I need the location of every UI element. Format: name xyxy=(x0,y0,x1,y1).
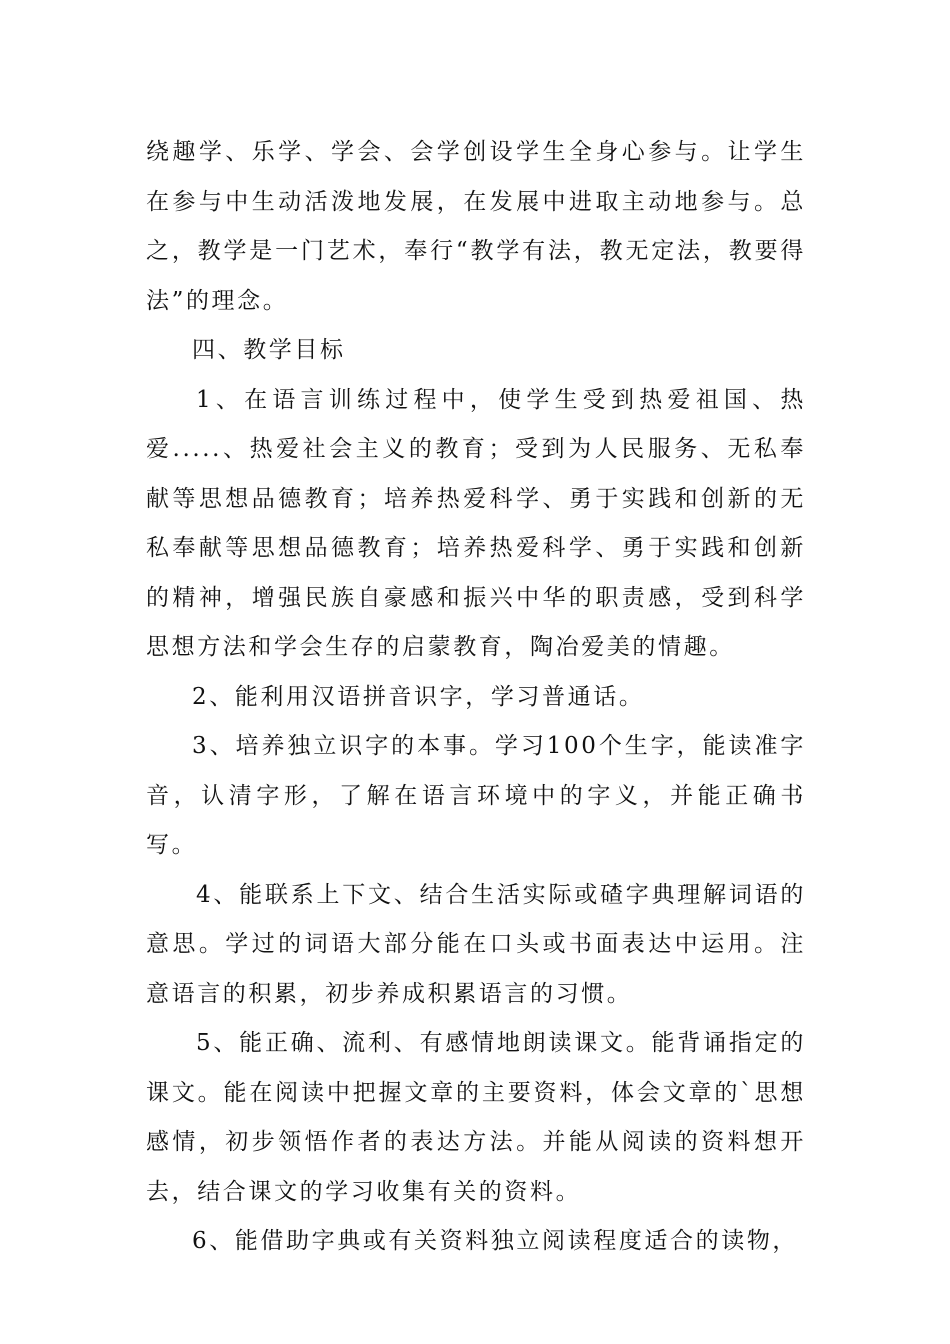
document-body xyxy=(146,128,806,1267)
paragraph-intro-continuation: 绕趣学、乐学、学会、会学创设学生全身心参与。让学生在参与中生动活泼地发展，在发展中进取主动地参与。总之，教学是一门艺术，奉行“教学有法，教无定法，教要得法”的理念。 xyxy=(146,139,806,314)
section-heading-teaching-goals: 四、教学目标 xyxy=(192,337,346,363)
goal-item-3: 3、培养独立识字的本事。学习100个生字，能读准字音，认清字形，了解在语言环境中的字义，并能正确书写。 xyxy=(146,733,806,858)
goal-item-6: 6、能借助字典或有关资料独立阅读程度适合的读物， xyxy=(192,1228,799,1254)
goal-item-4: 4、能联系上下文、结合生活实际或碴字典理解词语的意思。学过的词语大部分能在口头或书面表达中运用。注意语言的积累，初步养成积累语言的习惯。 xyxy=(146,881,806,1007)
goal-item-2: 2、能利用汉语拼音识字，学习普通话。 xyxy=(192,683,645,710)
goal-item-5: 5、能正确、流利、有感情地朗读课文。能背诵指定的课文。能在阅读中把握文章的主要资料，体会文章的`思想感情，初步领悟作者的表达方法。并能从阅读的资料想开去，结合课文的学习收集有关的资料。 xyxy=(146,1030,806,1205)
goal-item-1: 1、在语言训练过程中，使学生受到热爱祖国、热爱.....、热爱社会主义的教育；受到为人民服务、无私奉献等思想品德教育；培养热爱科学、勇于实践和创新的无私奉献等思想品德教育；培养热爱科学、勇于实践和创新的精神，增强民族自豪感和振兴中华的职责感，受到科学思想方法和学会生存的启蒙教育，陶冶爱美的情趣。 xyxy=(146,386,806,660)
